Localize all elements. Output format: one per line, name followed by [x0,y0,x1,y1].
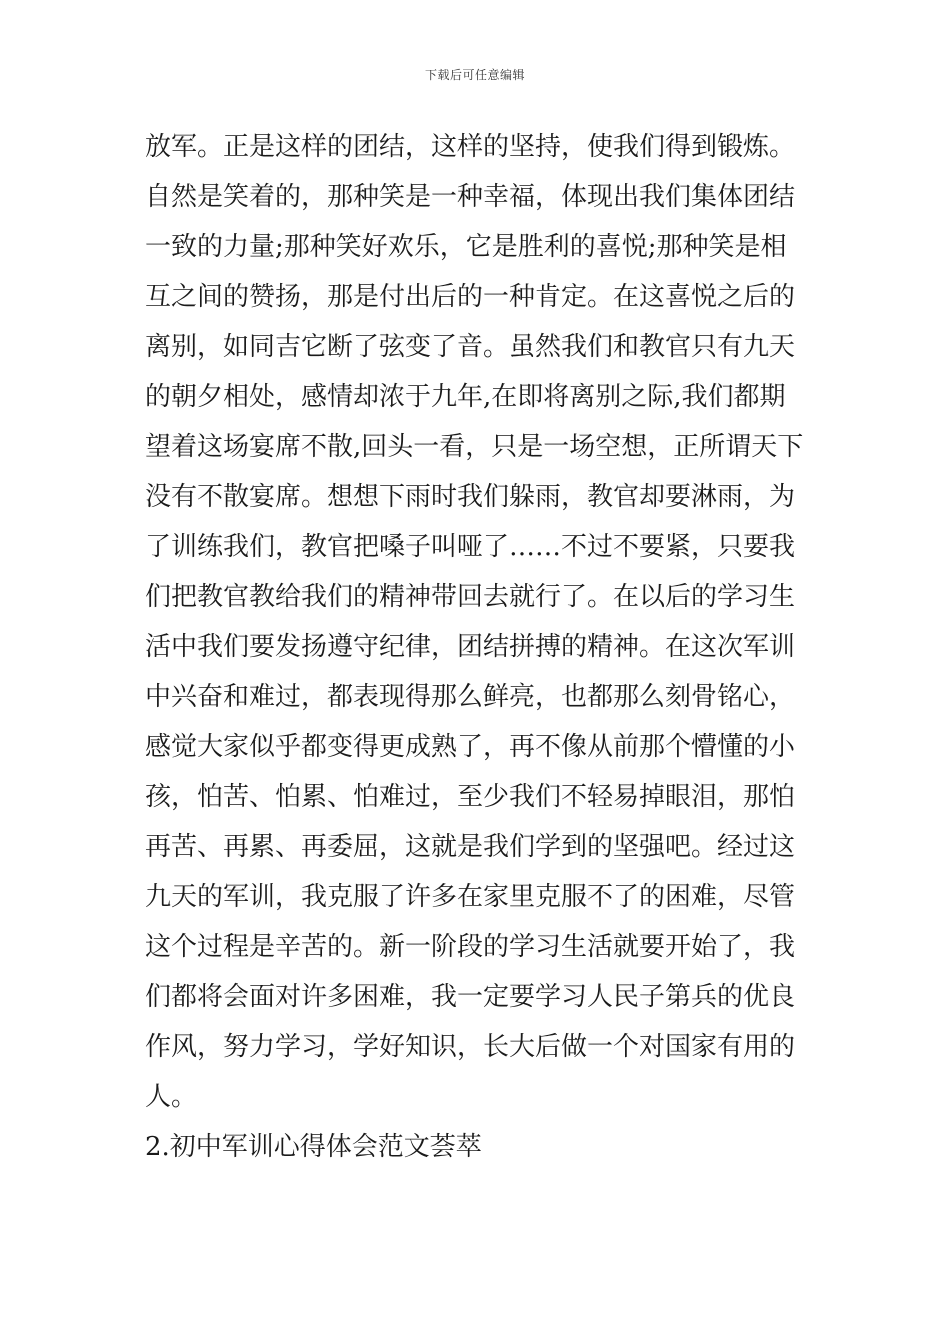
paragraph-line: 离别，如同吉它断了弦变了音。虽然我们和教官只有九天 [145,332,796,362]
paragraph-line: 的朝夕相处，感情却浓于九年,在即将离别之际,我们都期 [145,382,786,412]
paragraph-line: 互之间的赞扬，那是付出后的一种肯定。在这喜悦之后的 [145,282,796,312]
paragraph-line: 感觉大家似乎都变得更成熟了，再不像从前那个懵懂的小 [145,732,796,762]
paragraph-line: 再苦、再累、再委屈，这就是我们学到的坚强吧。经过这 [145,832,796,862]
paragraph-line: 活中我们要发扬遵守纪律，团结拼搏的精神。在这次军训 [145,632,796,662]
paragraph-line: 了训练我们，教官把嗓子叫哑了……不过不要紧，只要我 [145,532,796,562]
paragraph-line: 人。 [145,1082,198,1112]
paragraph-line: 望着这场宴席不散,回头一看，只是一场空想，正所谓天下 [145,432,804,462]
paragraph-line: 自然是笑着的，那种笑是一种幸福，体现出我们集体团结 [145,182,796,212]
paragraph-line: 中兴奋和难过，都表现得那么鲜亮，也都那么刻骨铭心， [145,682,796,712]
paragraph-line: 孩，怕苦、怕累、怕难过，至少我们不轻易掉眼泪，那怕 [145,782,796,812]
paragraph-line: 九天的军训，我克服了许多在家里克服不了的困难，尽管 [145,882,796,912]
paragraph-line: 这个过程是辛苦的。新一阶段的学习生活就要开始了，我 [145,932,796,962]
paragraph-line: 没有不散宴席。想想下雨时我们躲雨，教官却要淋雨，为 [145,482,796,512]
paragraph-line: 们把教官教给我们的精神带回去就行了。在以后的学习生 [145,582,796,612]
paragraph-line: 一致的力量;那种笑好欢乐，它是胜利的喜悦;那种笑是相 [145,232,787,262]
paragraph-line: 放军。正是这样的团结，这样的坚持，使我们得到锻炼。 [145,132,796,162]
page-header: 下载后可任意编辑 [424,68,525,82]
paragraph-line: 作风，努力学习，学好知识，长大后做一个对国家有用的 [145,1032,796,1062]
section-heading: 2.初中军训心得体会范文荟萃 [145,1132,482,1162]
paragraph-line: 们都将会面对许多困难，我一定要学习人民子第兵的优良 [145,982,796,1012]
